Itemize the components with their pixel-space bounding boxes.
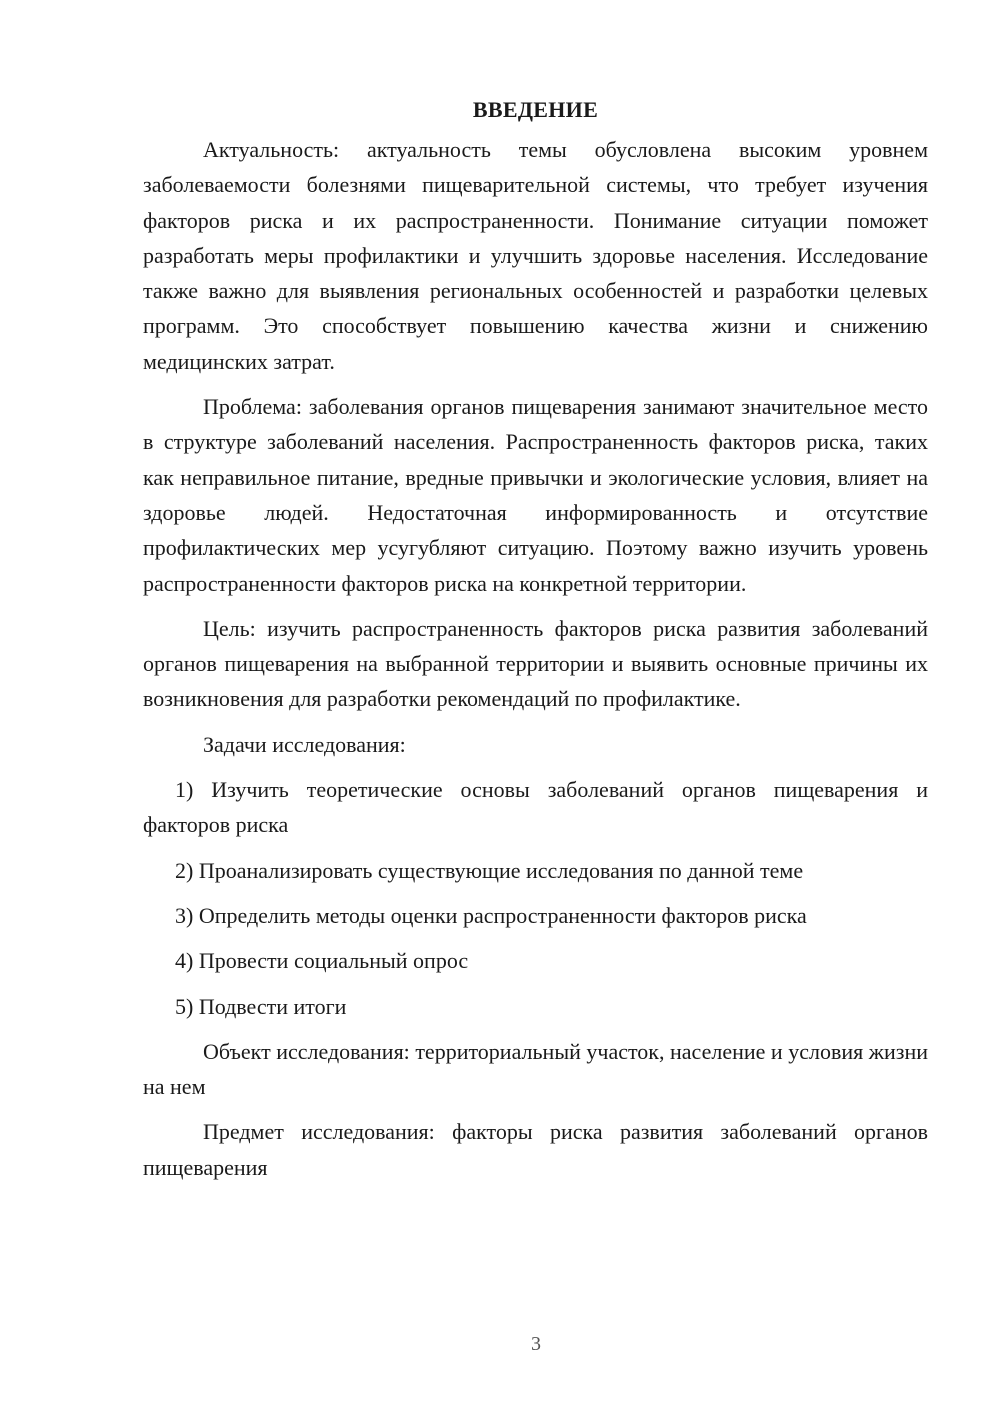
task-item: 4) Провести социальный опрос — [175, 948, 469, 974]
tasks-heading: Задачи исследования: — [203, 731, 406, 757]
page-title: ВВЕДЕНИЕ — [472, 97, 599, 122]
task-item: 5) Подвести итоги — [175, 993, 347, 1019]
document-page — [143, 92, 928, 1195]
research-subject-paragraph: Предмет исследования: факторы риска развития заболеваний органов пищеварения — [143, 1119, 928, 1180]
goal-paragraph: Цель: изучить распространенность факторов риска развития заболеваний органов пищеварения на выбранной территории и выявить основные причины их возникновения для разработки рекомендаций по профилактике. — [143, 615, 928, 712]
task-item: 2) Проанализировать существующие исследования по данной теме — [175, 857, 804, 883]
relevance-paragraph: Актуальность: актуальность темы обусловлена высоким уровнем заболеваемости болезнями пищеварительной системы, что требует изучения факторов риска и их распространенности. Понимание ситуации поможет разработать меры профилактики и улучшить здоровье населения. Исследование также важно для выявления региональных особенностей и разработки целевых программ. Это способствует повышению качества жизни и снижению медицинских затрат. — [143, 137, 928, 374]
task-item: 3) Определить методы оценки распространенности факторов риска — [175, 902, 807, 928]
research-object-paragraph: Объект исследования: территориальный участок, население и условия жизни на нем — [143, 1038, 928, 1100]
tasks-list — [143, 772, 928, 1024]
problem-paragraph: Проблема: заболевания органов пищеварения занимают значительное место в структуре заболеваний населения. Распространенность факторов риска, таких как неправильное питание, вредные привычки и экологические условия, влияет на здоровье людей. Недостаточная информированность и отсутствие профилактических мер усугубляют ситуацию. Поэтому важно изучить уровень распространенности факторов риска на конкретной территории. — [143, 394, 928, 596]
task-item: 1) Изучить теоретические основы заболеваний органов пищеварения и факторов риска — [143, 777, 928, 838]
page-number: 3 — [531, 1333, 541, 1355]
